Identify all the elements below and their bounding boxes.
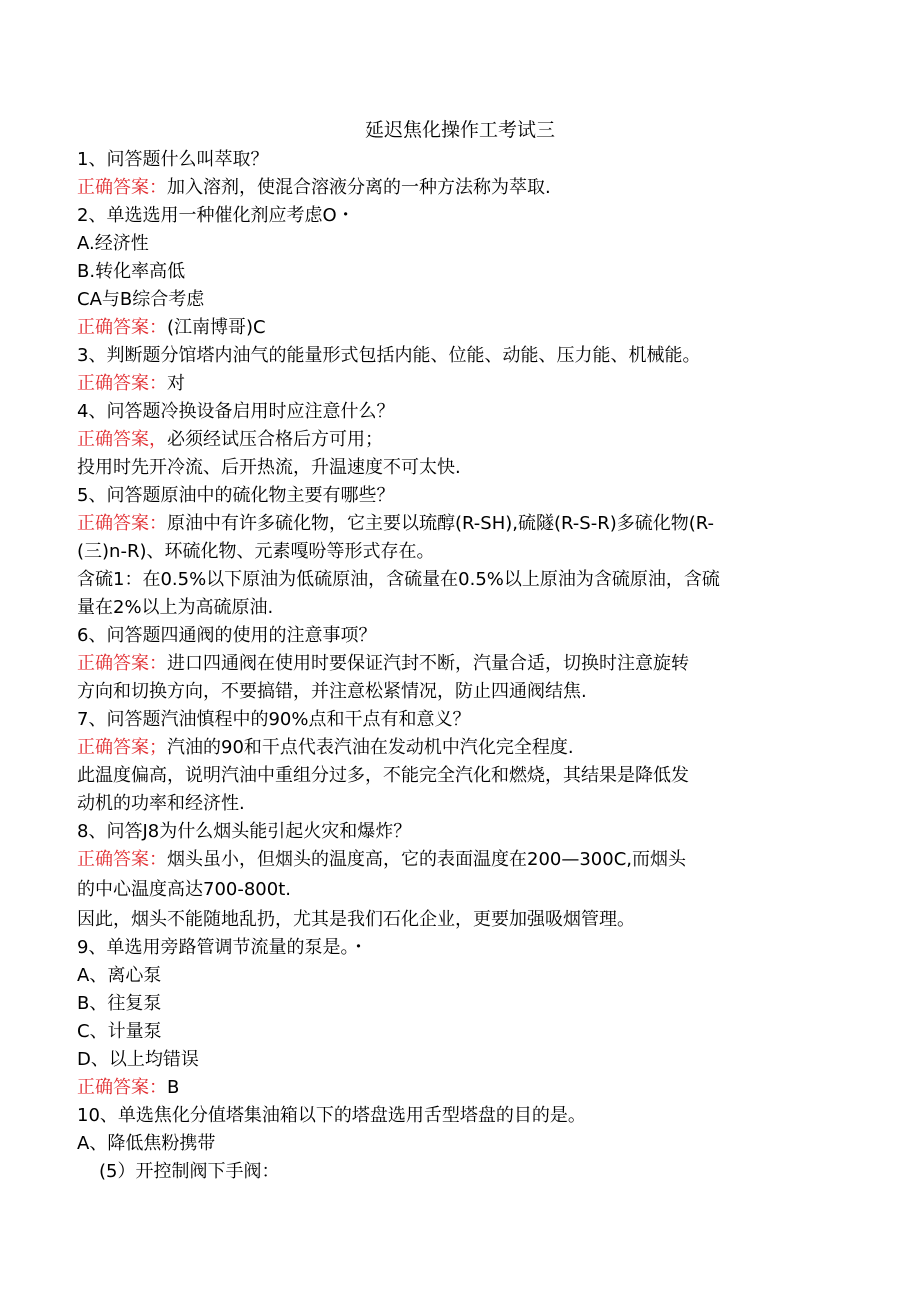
answer-text: 烟头虽小，但烟头的温度高，它的表面温度在200—300C,而烟头 [167,849,687,870]
text-line: 投用时先开冷流、后开热流，升温速度不可太快. [77,457,461,478]
document-body [77,146,837,1186]
question-line: 9、单选用旁路管调节流量的泵是。・ [77,937,368,958]
answer-text: 原油中有许多硫化物，它主要以琉醇(R-SH),硫隧(R-S-R)多硫化物(R- [167,513,715,534]
text-line: 含硫1：在0.5%以下原油为低硫原油，含硫量在0.5%以上原油为含硫原油，含硫 [77,569,720,590]
question-line: 3、判断题分馆塔内油气的能量形式包括内能、位能、动能、压力能、机械能。 [77,345,701,366]
answer-label: 正确答案： [77,849,167,870]
text-line: A.经济性 [77,233,149,254]
answer-text: 进口四通阀在使用时要保证汽封不断，汽量合适，切换时注意旋转 [167,653,689,674]
text-line: CA与B综合考虑 [77,289,205,310]
text-line: C、计量泵 [77,1021,162,1042]
text-line: 因此，烟头不能随地乱扔，尤其是我们石化企业，更要加强吸烟管理。 [77,909,635,930]
text-line: (三)n-R)、环硫化物、元素嘎吩等形式存在。 [77,541,435,562]
text-line: A、离心泵 [77,965,162,986]
question-line: 2、单选选用一种催化剂应考虑O・ [77,205,355,226]
answer-label: 正确答案： [77,373,167,394]
answer-line [77,734,837,762]
question-line: 4、问答题冷换设备启用时应注意什么？ [77,401,395,422]
answer-line [77,1074,837,1102]
answer-label: 正确答案： [77,317,167,338]
answer-label: 正确答案： [77,177,167,198]
answer-label: 正确答案： [77,513,167,534]
answer-label: 正确答案； [77,737,167,758]
text-line: B.转化率高低 [77,261,186,282]
answer-text: 必须经试压合格后方可用； [167,429,383,450]
text-line: 动机的功率和经济性. [77,793,245,814]
answer-text: (江南博哥)C [167,317,266,338]
document-title: 延迟焦化操作工考试三 [364,119,555,141]
answer-text: B [167,1077,180,1098]
answer-text: 加入溶剂，使混合溶液分离的一种方法称为萃取. [167,177,551,198]
answer-line [77,510,837,538]
question-line: 7、问答题汽油慎程中的90%点和干点有和意义？ [77,709,471,730]
answer-line [77,314,837,342]
answer-line [77,174,837,202]
question-line: 6、问答题四通阀的使用的注意事项？ [77,625,377,646]
answer-label: 正确答案， [77,429,167,450]
text-line: D、以上均错误 [77,1049,199,1070]
text-line: 此温度偏高，说明汽油中重组分过多，不能完全汽化和燃烧，其结果是降低发 [77,765,689,786]
answer-line [77,370,837,398]
answer-line [77,846,837,874]
text-line: 的中心温度高达700-800t. [77,879,291,900]
text-line: B、往复泵 [77,993,162,1014]
text-line: (5）开控制阀下手阀： [99,1161,280,1182]
question-line: 1、问答题什么叫萃取？ [77,149,269,170]
answer-line [77,426,837,454]
text-line: 量在2%以上为高硫原油. [77,597,274,618]
answer-label: 正确答案： [77,653,167,674]
answer-text: 对 [167,373,185,394]
question-line: 5、问答题原油中的硫化物主要有哪些？ [77,485,395,506]
question-line: 8、问答J8为什么烟头能引起火灾和爆炸？ [77,821,412,842]
answer-label: 正确答案： [77,1077,167,1098]
answer-line [77,650,837,678]
text-line: 方向和切换方向，不要搞错，并注意松紧情况，防止四通阀结焦. [77,681,587,702]
text-line: A、降低焦粉携带 [77,1133,216,1154]
answer-text: 汽油的90和干点代表汽油在发动机中汽化完全程度. [167,737,574,758]
question-line: 10、单选焦化分值塔集油箱以下的塔盘选用舌型塔盘的目的是。 [77,1105,586,1126]
